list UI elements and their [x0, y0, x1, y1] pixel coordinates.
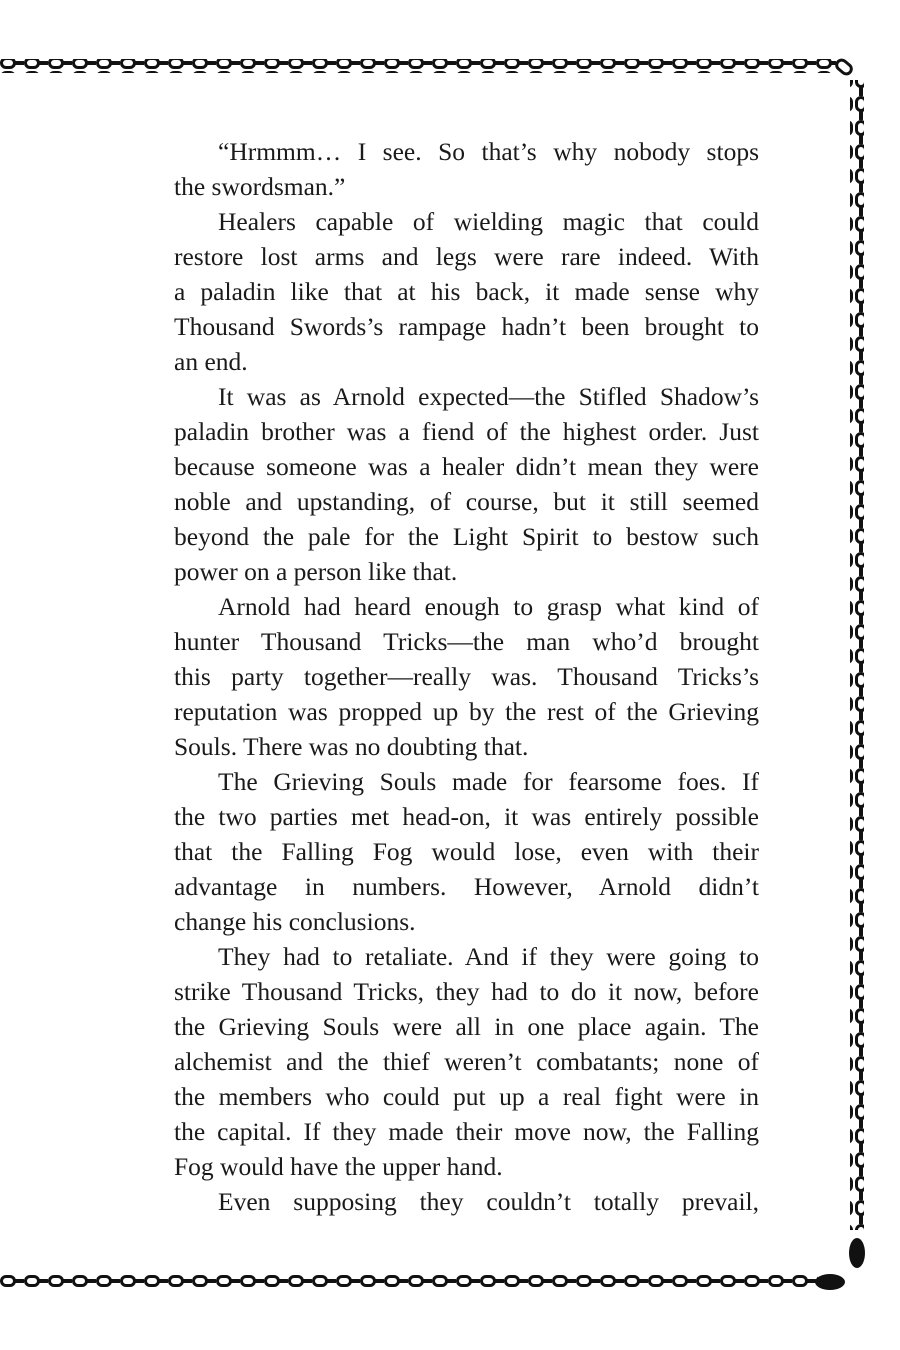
right-chain: [849, 80, 865, 1268]
text-line: restore lost arms and legs were rare indeed. With: [174, 242, 759, 271]
text-line: Healers capable of wielding magic that could: [218, 207, 759, 236]
paragraph: [174, 939, 759, 1184]
text-line: the capital. If they made their move now, the Falling: [174, 1117, 759, 1146]
paragraph: [174, 1184, 759, 1219]
text-line: Souls. There was no doubting that.: [174, 732, 529, 761]
paragraph: [174, 134, 759, 204]
text-line: paladin brother was a fiend of the highest order. Just: [174, 417, 759, 446]
paragraph: [174, 764, 759, 939]
text-line: change his conclusions.: [174, 907, 416, 936]
paragraph: [174, 589, 759, 764]
text-line: It was as Arnold expected—the Stifled Shadow’s: [218, 382, 759, 411]
text-line: the members who could put up a real fight were in: [174, 1082, 759, 1111]
paragraph: [174, 204, 759, 379]
text-line: power on a person like that.: [174, 557, 458, 586]
text-line: this party together—really was. Thousand Tricks’s: [174, 662, 759, 691]
text-line: reputation was propped up by the rest of the Grieving: [174, 697, 759, 726]
bottom-chain: [0, 1274, 845, 1290]
text-line: Even supposing they couldn’t totally prevail,: [218, 1187, 759, 1216]
text-line: noble and upstanding, of course, but it still seemed: [174, 487, 759, 516]
text-line: an end.: [174, 347, 248, 376]
page-body-text: [174, 134, 759, 1219]
text-line: the Grieving Souls were all in one place again. The: [174, 1012, 759, 1041]
text-line: Thousand Swords’s rampage hadn’t been brought to: [174, 312, 759, 341]
text-line: because someone was a healer didn’t mean they were: [174, 452, 759, 481]
text-line: hunter Thousand Tricks—the man who’d brought: [174, 627, 759, 656]
text-line: the two parties met head-on, it was entirely possible: [174, 802, 759, 831]
text-line: Fog would have the upper hand.: [174, 1152, 503, 1181]
text-line: They had to retaliate. And if they were going to: [218, 942, 759, 971]
paragraph: [174, 379, 759, 589]
text-line: advantage in numbers. However, Arnold didn’t: [174, 872, 759, 901]
chain-weight-right: [849, 1238, 865, 1268]
text-line: alchemist and the thief weren’t combatants; none of: [174, 1047, 759, 1076]
top-chain: [0, 58, 853, 76]
text-line: the swordsman.”: [174, 172, 346, 201]
text-line: The Grieving Souls made for fearsome foes. If: [218, 767, 759, 796]
text-line: Arnold had heard enough to grasp what kind of: [218, 592, 759, 621]
text-line: that the Falling Fog would lose, even with their: [174, 837, 759, 866]
chain-weight-bottom: [815, 1274, 845, 1290]
text-line: strike Thousand Tricks, they had to do it now, before: [174, 977, 759, 1006]
text-line: “Hrmmm… I see. So that’s why nobody stops: [218, 137, 759, 166]
text-line: beyond the pale for the Light Spirit to bestow such: [174, 522, 759, 551]
text-line: a paladin like that at his back, it made sense why: [174, 277, 759, 306]
